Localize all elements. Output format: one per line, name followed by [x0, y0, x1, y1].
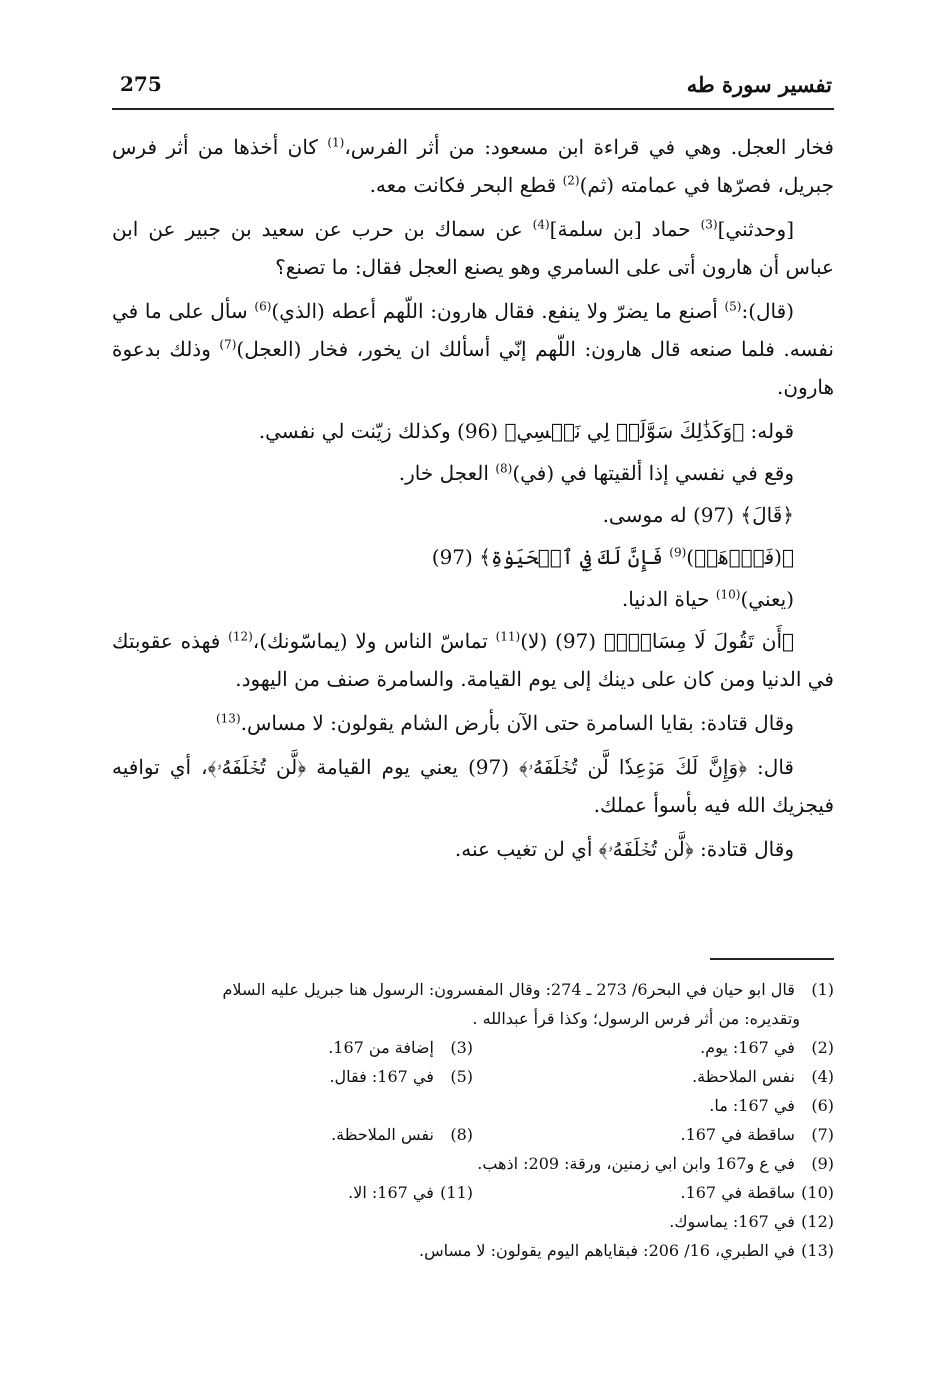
paragraph-2	[112, 210, 834, 286]
quran-verse-text: ﴿(فَٱذۡهَبۡ)	[686, 545, 794, 569]
paragraph-11	[112, 748, 834, 824]
footnote-number: (8)	[450, 1125, 473, 1144]
paragraph-10	[112, 704, 834, 742]
text: حياة الدنيا.	[621, 587, 716, 611]
paragraph-4	[112, 412, 834, 450]
footnote-8	[112, 1120, 473, 1149]
footnote-text: نفس الملاحظة.	[692, 1067, 795, 1086]
page-number: 275	[120, 72, 162, 96]
footnote-ref-7: (7)	[219, 337, 237, 352]
text: كان أخذها من أثر فرس جبريل، فصرّها في عمامته (ثم)	[112, 135, 834, 197]
footnote-ref-8: (8)	[495, 461, 513, 476]
text: سأل على ما في نفسه. فلما صنعه قال هارون: اللّهم إنّي أسألك ان يخور، فخار (العجل)	[112, 299, 834, 361]
footnote-number: (5)	[450, 1067, 473, 1086]
footnote-2	[473, 1033, 834, 1062]
footnote-number: (1)	[811, 980, 834, 999]
footnote-text: ساقطة في 167.	[680, 1183, 795, 1202]
text: (قال):	[741, 299, 795, 323]
footnotes	[112, 975, 834, 1265]
main-text	[112, 128, 834, 874]
footnote-number: (4)	[811, 1067, 834, 1086]
footnote-number: (2)	[811, 1038, 834, 1057]
quran-verse-text: ﴿قَالَ﴾ (97) له موسى.	[602, 503, 794, 527]
footnote-5	[112, 1062, 473, 1091]
footnote-ref-4: (4)	[532, 217, 550, 232]
footnote-ref-3: (3)	[700, 217, 718, 232]
footnote-number: (6)	[811, 1096, 834, 1115]
footnote-number: (3)	[450, 1038, 473, 1057]
footnote-ref-10: (10)	[715, 587, 741, 602]
footnote-number: (13)	[801, 1241, 834, 1260]
footnote-ref-13: (13)	[215, 711, 241, 726]
footnote-ref-2: (2)	[562, 173, 580, 188]
paragraph-7	[112, 538, 834, 576]
footnote-3	[112, 1033, 473, 1062]
text: قال: ﴿وَإِنَّ لَكَ مَوۡعِدٗا لَّن تُخۡلَفَهُۥ﴾ (97) يعني يوم القيامة ﴿لَّن تُخۡلَفَهُۥ﴾، أي توافيه فيجزيك الله فيه بأسوأ عملك.	[112, 755, 834, 817]
footnote-text: نفس الملاحظة.	[331, 1125, 434, 1144]
footnote-13	[112, 1236, 834, 1265]
paragraph-1	[112, 128, 834, 204]
footnote-number: (10)	[801, 1183, 834, 1202]
footnote-number: (12)	[801, 1212, 834, 1231]
footnote-separator	[710, 958, 834, 960]
footnote-ref-9: (9)	[669, 545, 687, 560]
text: فخار العجل. وهي في قراءة ابن مسعود: من أثر الفرس،	[344, 135, 834, 159]
footnote-ref-6: (6)	[254, 299, 272, 314]
footnote-text: في ع و167 وابن ابي زمنين، ورقة: 209: اذهب.	[477, 1154, 795, 1173]
footnote-1-continuation	[112, 1004, 834, 1033]
text: فهذه عقوبتك في الدنيا ومن كان على دينك إلى يوم القيامة. والسامرة صنف من اليهود.	[112, 629, 834, 691]
paragraph-5	[112, 454, 834, 492]
text: حماد [بن سلمة]	[549, 217, 701, 241]
footnote-row-7-8	[112, 1120, 834, 1149]
footnote-number: (11)	[440, 1183, 473, 1202]
footnote-text: ساقطة في 167.	[680, 1125, 795, 1144]
footnote-text: في 167: يماسوك.	[669, 1212, 795, 1231]
footnote-9	[112, 1149, 834, 1178]
footnote-number: (7)	[811, 1125, 834, 1144]
text: (يعني)	[740, 587, 794, 611]
paragraph-12	[112, 830, 834, 868]
footnote-ref-1: (1)	[327, 135, 345, 150]
paragraph-9	[112, 622, 834, 698]
footnote-12	[112, 1207, 834, 1236]
footnote-text: في 167: يوم.	[700, 1038, 795, 1057]
text: ﴿أَن تَقُولَ لَا مِسَاسَۖ﴾ (97) (لا)	[520, 629, 795, 653]
header-rule	[112, 108, 834, 110]
text: العجل خار.	[398, 461, 496, 485]
quran-verse-text: فَإِنَّ لَكَ فِي ٱلۡحَيَوٰةِ﴾ (97)	[431, 545, 670, 569]
footnote-1	[112, 975, 834, 1004]
footnote-text: في 167: ما.	[709, 1096, 795, 1115]
footnote-text: في 167: الا.	[348, 1183, 434, 1202]
text: أصنع ما يضرّ ولا ينفع. فقال هارون: اللّهم أعطه (الذي)	[271, 299, 725, 323]
footnote-row-10-11	[112, 1178, 834, 1207]
text: وذلك بدعوة هارون.	[112, 337, 834, 399]
footnote-row-4-5	[112, 1062, 834, 1091]
footnote-4	[473, 1062, 834, 1091]
text: قطع البحر فكانت معه.	[369, 173, 563, 197]
footnote-text: في 167: فقال.	[329, 1067, 434, 1086]
footnote-text: إضافة من 167.	[328, 1038, 434, 1057]
footnote-ref-11: (11)	[495, 629, 521, 644]
quran-verse-text: قوله: ﴿وَكَذَٰلِكَ سَوَّلَتۡ لِي نَفۡسِي﴾ (96) وكذلك زيّنت لي نفسي.	[258, 419, 794, 443]
paragraph-3	[112, 292, 834, 406]
text: [وحدثني]	[717, 217, 794, 241]
footnote-7	[473, 1120, 834, 1149]
footnote-text: في الطبري، 16/ 206: فبقاياهم اليوم يقولون: لا مساس.	[419, 1241, 795, 1260]
footnote-ref-12: (12)	[228, 629, 253, 644]
paragraph-8	[112, 580, 834, 618]
running-title: تفسير سورة طه	[686, 72, 832, 97]
text: عن سماك بن حرب عن سعيد بن جبير عن ابن عباس أن هارون أتى على السامري وهو يصنع العجل فقال: ما تصنع؟	[112, 217, 834, 279]
footnote-number: (9)	[811, 1154, 834, 1173]
footnote-row-2-3	[112, 1033, 834, 1062]
text: وقع في نفسي إذا ألقيتها في (في)	[512, 461, 794, 485]
page-header	[110, 72, 832, 102]
footnote-ref-5: (5)	[724, 299, 742, 314]
text: وقال قتادة: بقايا السامرة حتى الآن بأرض الشام يقولون: لا مساس.	[240, 711, 794, 735]
footnote-6	[112, 1091, 834, 1120]
paragraph-6	[112, 496, 834, 534]
text: تماسّ الناس ولا (يماسّونك)،	[252, 629, 496, 653]
footnote-text: وتقديره: من أثر فرس الرسول؛ وكذا قرأ عبدالله .	[472, 1009, 800, 1028]
footnote-11	[112, 1178, 473, 1207]
footnote-10	[473, 1178, 834, 1207]
text: وقال قتادة: ﴿لَّن تُخۡلَفَهُۥ﴾ أي لن تغيب عنه.	[454, 837, 794, 861]
footnote-text: قال ابو حيان في البحر6/ 273 ـ 274: وقال المفسرون: الرسول هنا جبريل عليه السلام	[222, 980, 795, 999]
